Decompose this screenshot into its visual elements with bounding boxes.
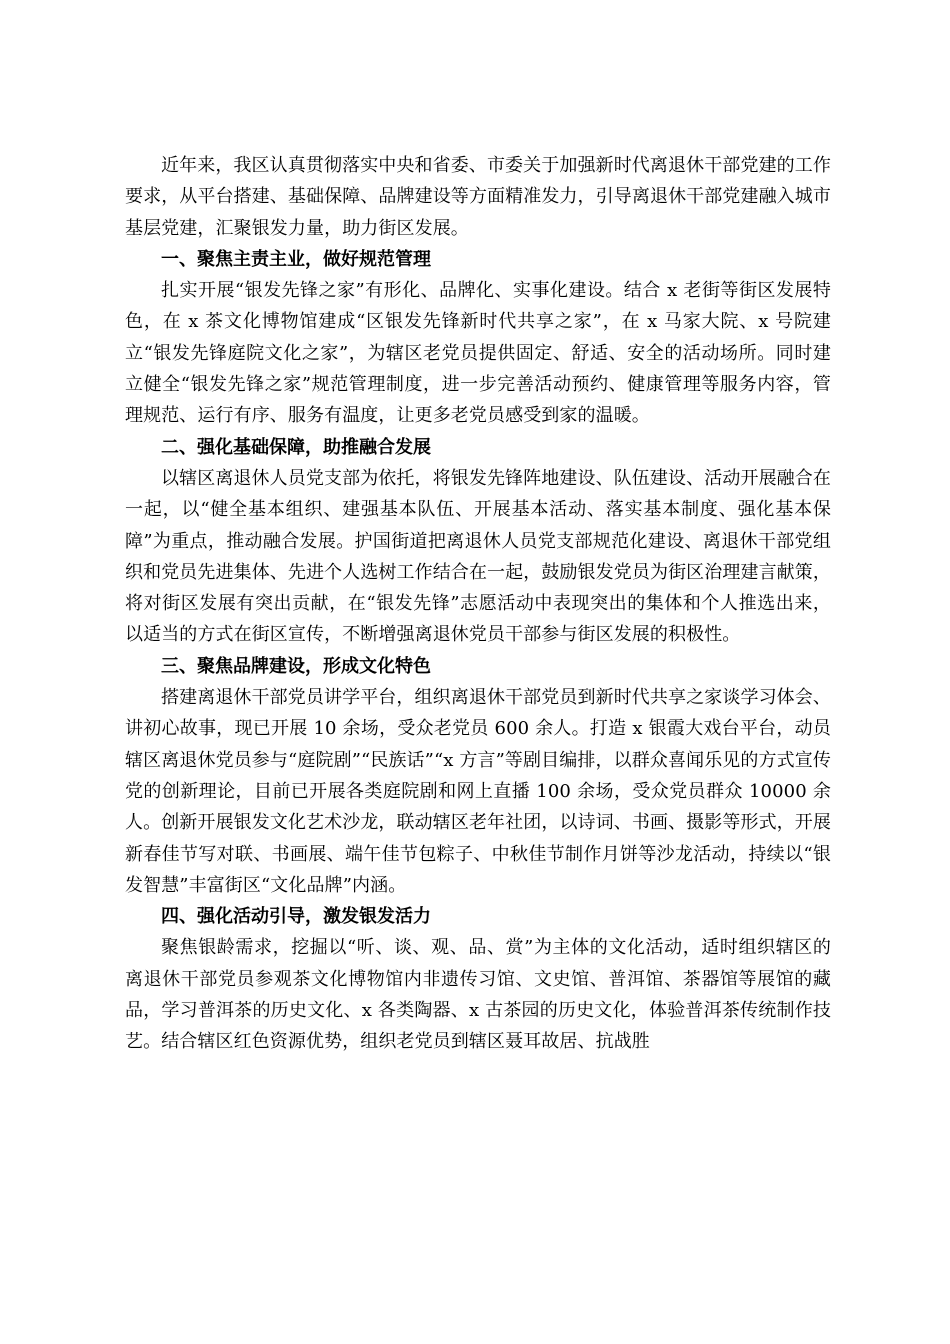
section-4-heading: 四、强化活动引导，激发银发活力: [161, 906, 431, 928]
document-page: [125, 150, 831, 1058]
section-1-body: 扎实开展“银发先锋之家”有形化、品牌化、实事化建设。结合 x 老街等街区发展特色，在 x 茶文化博物馆建成“区银发先锋新时代共享之家”，在 x 马家大院、x 号院建立“银发先锋庭院文化之家”，为辖区老党员提供固定、舒适、安全的活动场所。同时建立健全“银发先锋之家”规范管理制度，进一步完善活动预约、健康管理等服务内容，管理规范、运行有序、服务有温度，让更多老党员感受到家的温暖。: [125, 280, 831, 427]
section-3-heading: 三、聚焦品牌建设，形成文化特色: [161, 655, 431, 677]
section-1-heading: 一、聚焦主责主业，做好规范管理: [161, 248, 431, 270]
intro-paragraph: 近年来，我区认真贯彻落实中央和省委、市委关于加强新时代离退休干部党建的工作要求，从平台搭建、基础保障、品牌建设等方面精准发力，引导离退休干部党建融入城市基层党建，汇聚银发力量，助力街区发展。: [125, 155, 831, 239]
section-2-body: 以辖区离退休人员党支部为依托，将银发先锋阵地建设、队伍建设、活动开展融合在一起，以“健全基本组织、建强基本队伍、开展基本活动、落实基本制度、强化基本保障”为重点，推动融合发展。护国街道把离退休人员党支部规范化建设、离退休干部党组织和党员先进集体、先进个人选树工作结合在一起，鼓励银发党员为街区治理建言献策，将对街区发展有突出贡献，在“银发先锋”志愿活动中表现突出的集体和个人推选出来，以适当的方式在街区宣传，不断增强离退休党员干部参与街区发展的积极性。: [125, 467, 831, 646]
section-3-body: 搭建离退休干部党员讲学平台，组织离退休干部党员到新时代共享之家谈学习体会、讲初心故事，现已开展 10 余场，受众老党员 600 余人。打造 x 银霞大戏台平台，动员辖区离退休党员参与“庭院剧”“民族话”“x 方言”等剧目编排，以群众喜闻乐见的方式宣传党的创新理论，目前已开展各类庭院剧和网上直播 100 余场，受众党员群众 10000 余人。创新开展银发文化艺术沙龙，联动辖区老年社团，以诗词、书画、摄影等形式，开展新春佳节写对联、书画展、端午佳节包粽子、中秋佳节制作月饼等沙龙活动，持续以“银发智慧”丰富街区“文化品牌”内涵。: [125, 687, 831, 896]
section-4-body: 聚焦银龄需求，挖掘以“听、谈、观、品、赏”为主体的文化活动，适时组织辖区的离退休干部党员参观茶文化博物馆内非遗传习馆、文史馆、普洱馆、茶器馆等展馆的藏品，学习普洱茶的历史文化、x 各类陶器、x 古茶园的历史文化，体验普洱茶传统制作技艺。结合辖区红色资源优势，组织老党员到辖区聂耳故居、抗战胜: [125, 937, 831, 1053]
section-2-heading: 二、强化基础保障，助推融合发展: [161, 436, 431, 458]
